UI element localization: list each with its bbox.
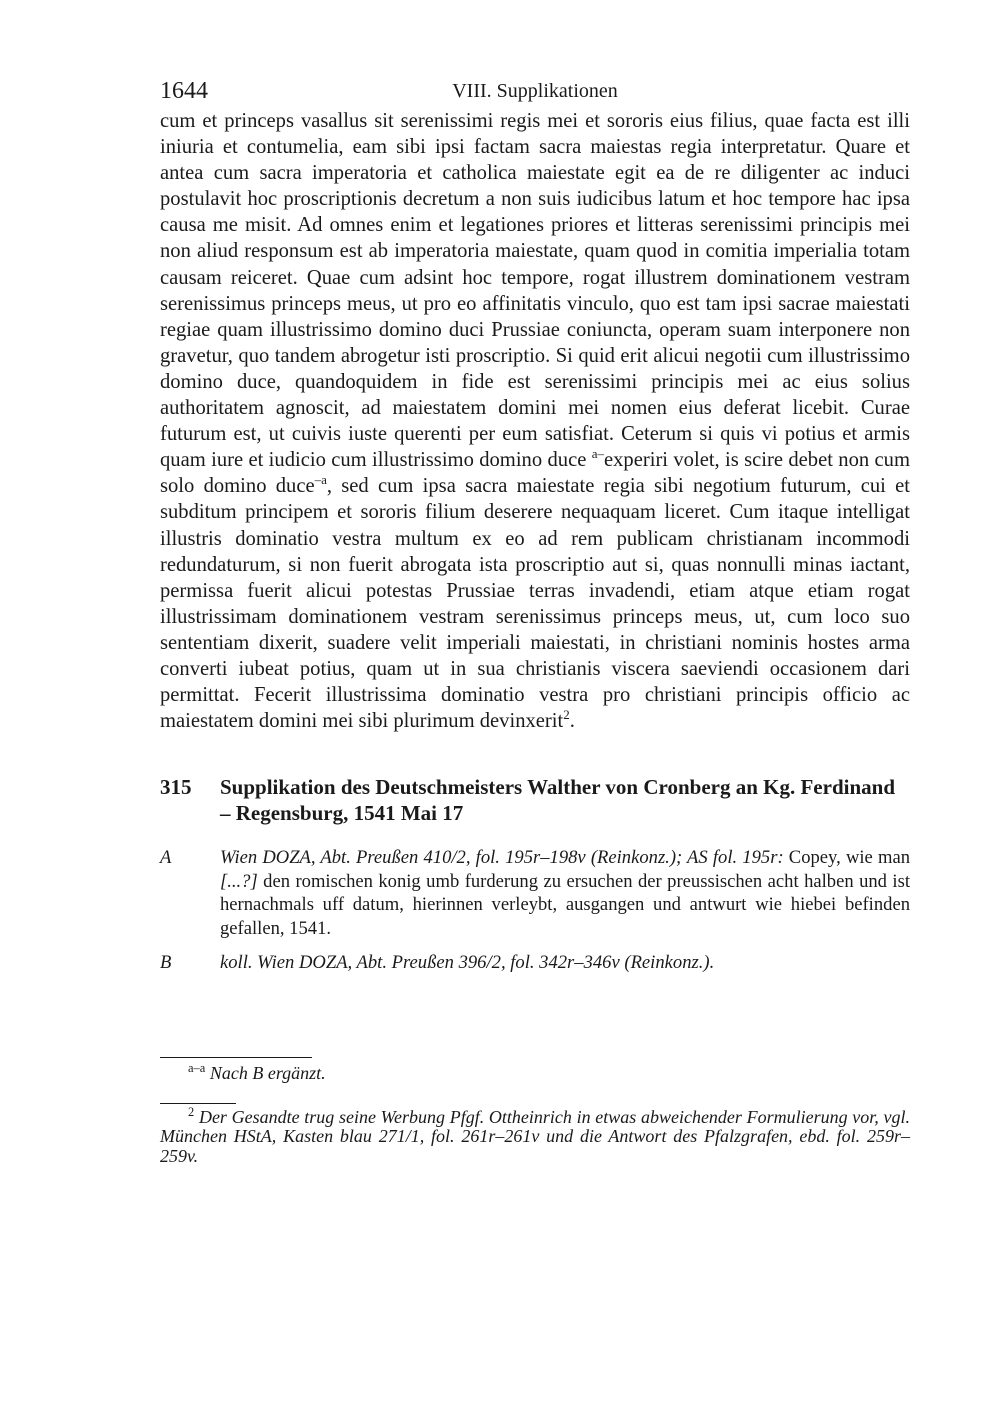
running-title: VIII. Supplikationen (452, 80, 618, 102)
source-a-lacuna: [...?] (220, 870, 258, 892)
section-title: Supplikation des Deutschmeisters Walther von Cronberg an Kg. Ferdinand – Regensburg, 1541 Mai 17 (220, 775, 896, 826)
source-siglum-a: A (160, 847, 172, 869)
footnote-variant-text: Nach B ergänzt. (205, 1062, 326, 1083)
page-number: 1644 (160, 78, 208, 104)
source-b-reference: koll. Wien DOZA, Abt. Preußen 396/2, fol. 342r–346v (Reinkonz.). (220, 952, 715, 974)
source-entry-a (160, 846, 910, 940)
variant-mark-open: a– (591, 446, 604, 462)
footnote-variant-a (188, 1062, 910, 1084)
running-header (160, 78, 910, 108)
footnote-2-mark: 2 (188, 1104, 195, 1119)
footnote-2 (160, 1104, 910, 1167)
section-heading (160, 774, 910, 826)
footnote-divider-variants (160, 1057, 312, 1058)
section-number: 315 (160, 775, 192, 800)
footnote-2-text: Der Gesandte trug seine Werbung Pfgf. Ottheinrich in etwas abweichender Formulierung vor, vgl. München HStA, Kasten blau 271/1, fol. 261r–261v und die Antwort des Pfalzgrafen, ebd. fol. 259r–259v. (160, 1106, 910, 1166)
footnote-divider-notes (160, 1103, 236, 1104)
document-page (160, 78, 910, 1166)
body-text-part-2: experiri volet, is scire debet non cum solo domino duce (160, 449, 910, 498)
source-siglum-b: B (160, 952, 172, 974)
source-a-text-2: den romischen konig umb furderung zu ersuchen der preussischen acht halben und ist hernachmals uff datum, hierinnen verleybt, ausgangen und antwurt wie hiebei befinden gefallen, 1541. (220, 870, 910, 939)
source-entry-b (160, 951, 910, 975)
body-text-part-4: . (569, 710, 575, 733)
body-text-part-3: , sed cum ipsa sacra maiestate regia sibi negotium futurum, cui et subditum principem et sororis filium deserere nequaquam liceret. Cum itaque intelligat illustris dominatio vestra multum ex eo ad rem publicam christianam incommodi redundaturum, si non fuerit abrogata ista proscriptio aut si, quas nonnulli minas iactant, permissa fuerit alicui potestas Prussiae terras invadendi, etiam atque etiam rogat illustrissimam dominationem vestram serenissimus princeps meus, ut, cum loco suo sententiam dixerit, suadere velit imperiali maiestati, in christiani nominis hostes arma converti iubeat potius, quam ut in sua christianis viscera saeviendi occasionem dari permittat. Fecerit illustrissima dominatio vestra pro christiani principis officio ac maiestatem domini mei sibi plurimum devinxerit (160, 475, 910, 733)
body-text-part-1: cum et princeps vasallus sit serenissimi regis mei et sororis eius filius, quae facta est illi iniuria et contumelia, eam sibi ipsi factam sacra maiestas regia interpretatur. Quare et antea cum sacra imperatoria et catholica maiestate egit ea de re diligenter ac induci postulavit hoc proscriptionis decretum a non suis iudicibus latum et hoc tempore hac ipsa causa me misit. Ad omnes enim et legationes priores et litteras serenissimi principis mei non aliud responsum est ab imperatoria maiestate, quam quod in comitia imperialia totam causam reiceret. Quae cum adsint hoc tempore, rogat illustrem dominationem vestram serenissimus princeps meus, ut pro eo affinitatis vinculo, quo est tam ipsi sacrae maiestati regiae quam illustrissimo domino duci Prussiae coniuncta, operam suam interponere non gravetur, quo tandem abrogetur isti proscriptio. Si quid erit alicui negotii cum illustrissimo domino duce, quandoquidem in fide est serenissimi principis mei ac eius solius authoritatem agnoscit, ad maiestatem domini mei nomen eius deferat licebit. Curae futurum est, ut cuivis iuste querenti per eum satisfiat. Ceterum si quis vi potius et armis quam iure et iudicio cum illustrissimo domino duce (160, 110, 910, 472)
source-a-reference: Wien DOZA, Abt. Preußen 410/2, fol. 195r–198v (Reinkonz.); AS fol. 195r: (220, 847, 784, 869)
variant-mark-close: –a (314, 472, 327, 488)
body-paragraph (160, 108, 910, 734)
footnote-ref-2[interactable]: 2 (563, 707, 570, 723)
source-a-text-1: Copey, wie man (783, 847, 910, 869)
footnote-variant-mark: a–a (188, 1060, 206, 1075)
